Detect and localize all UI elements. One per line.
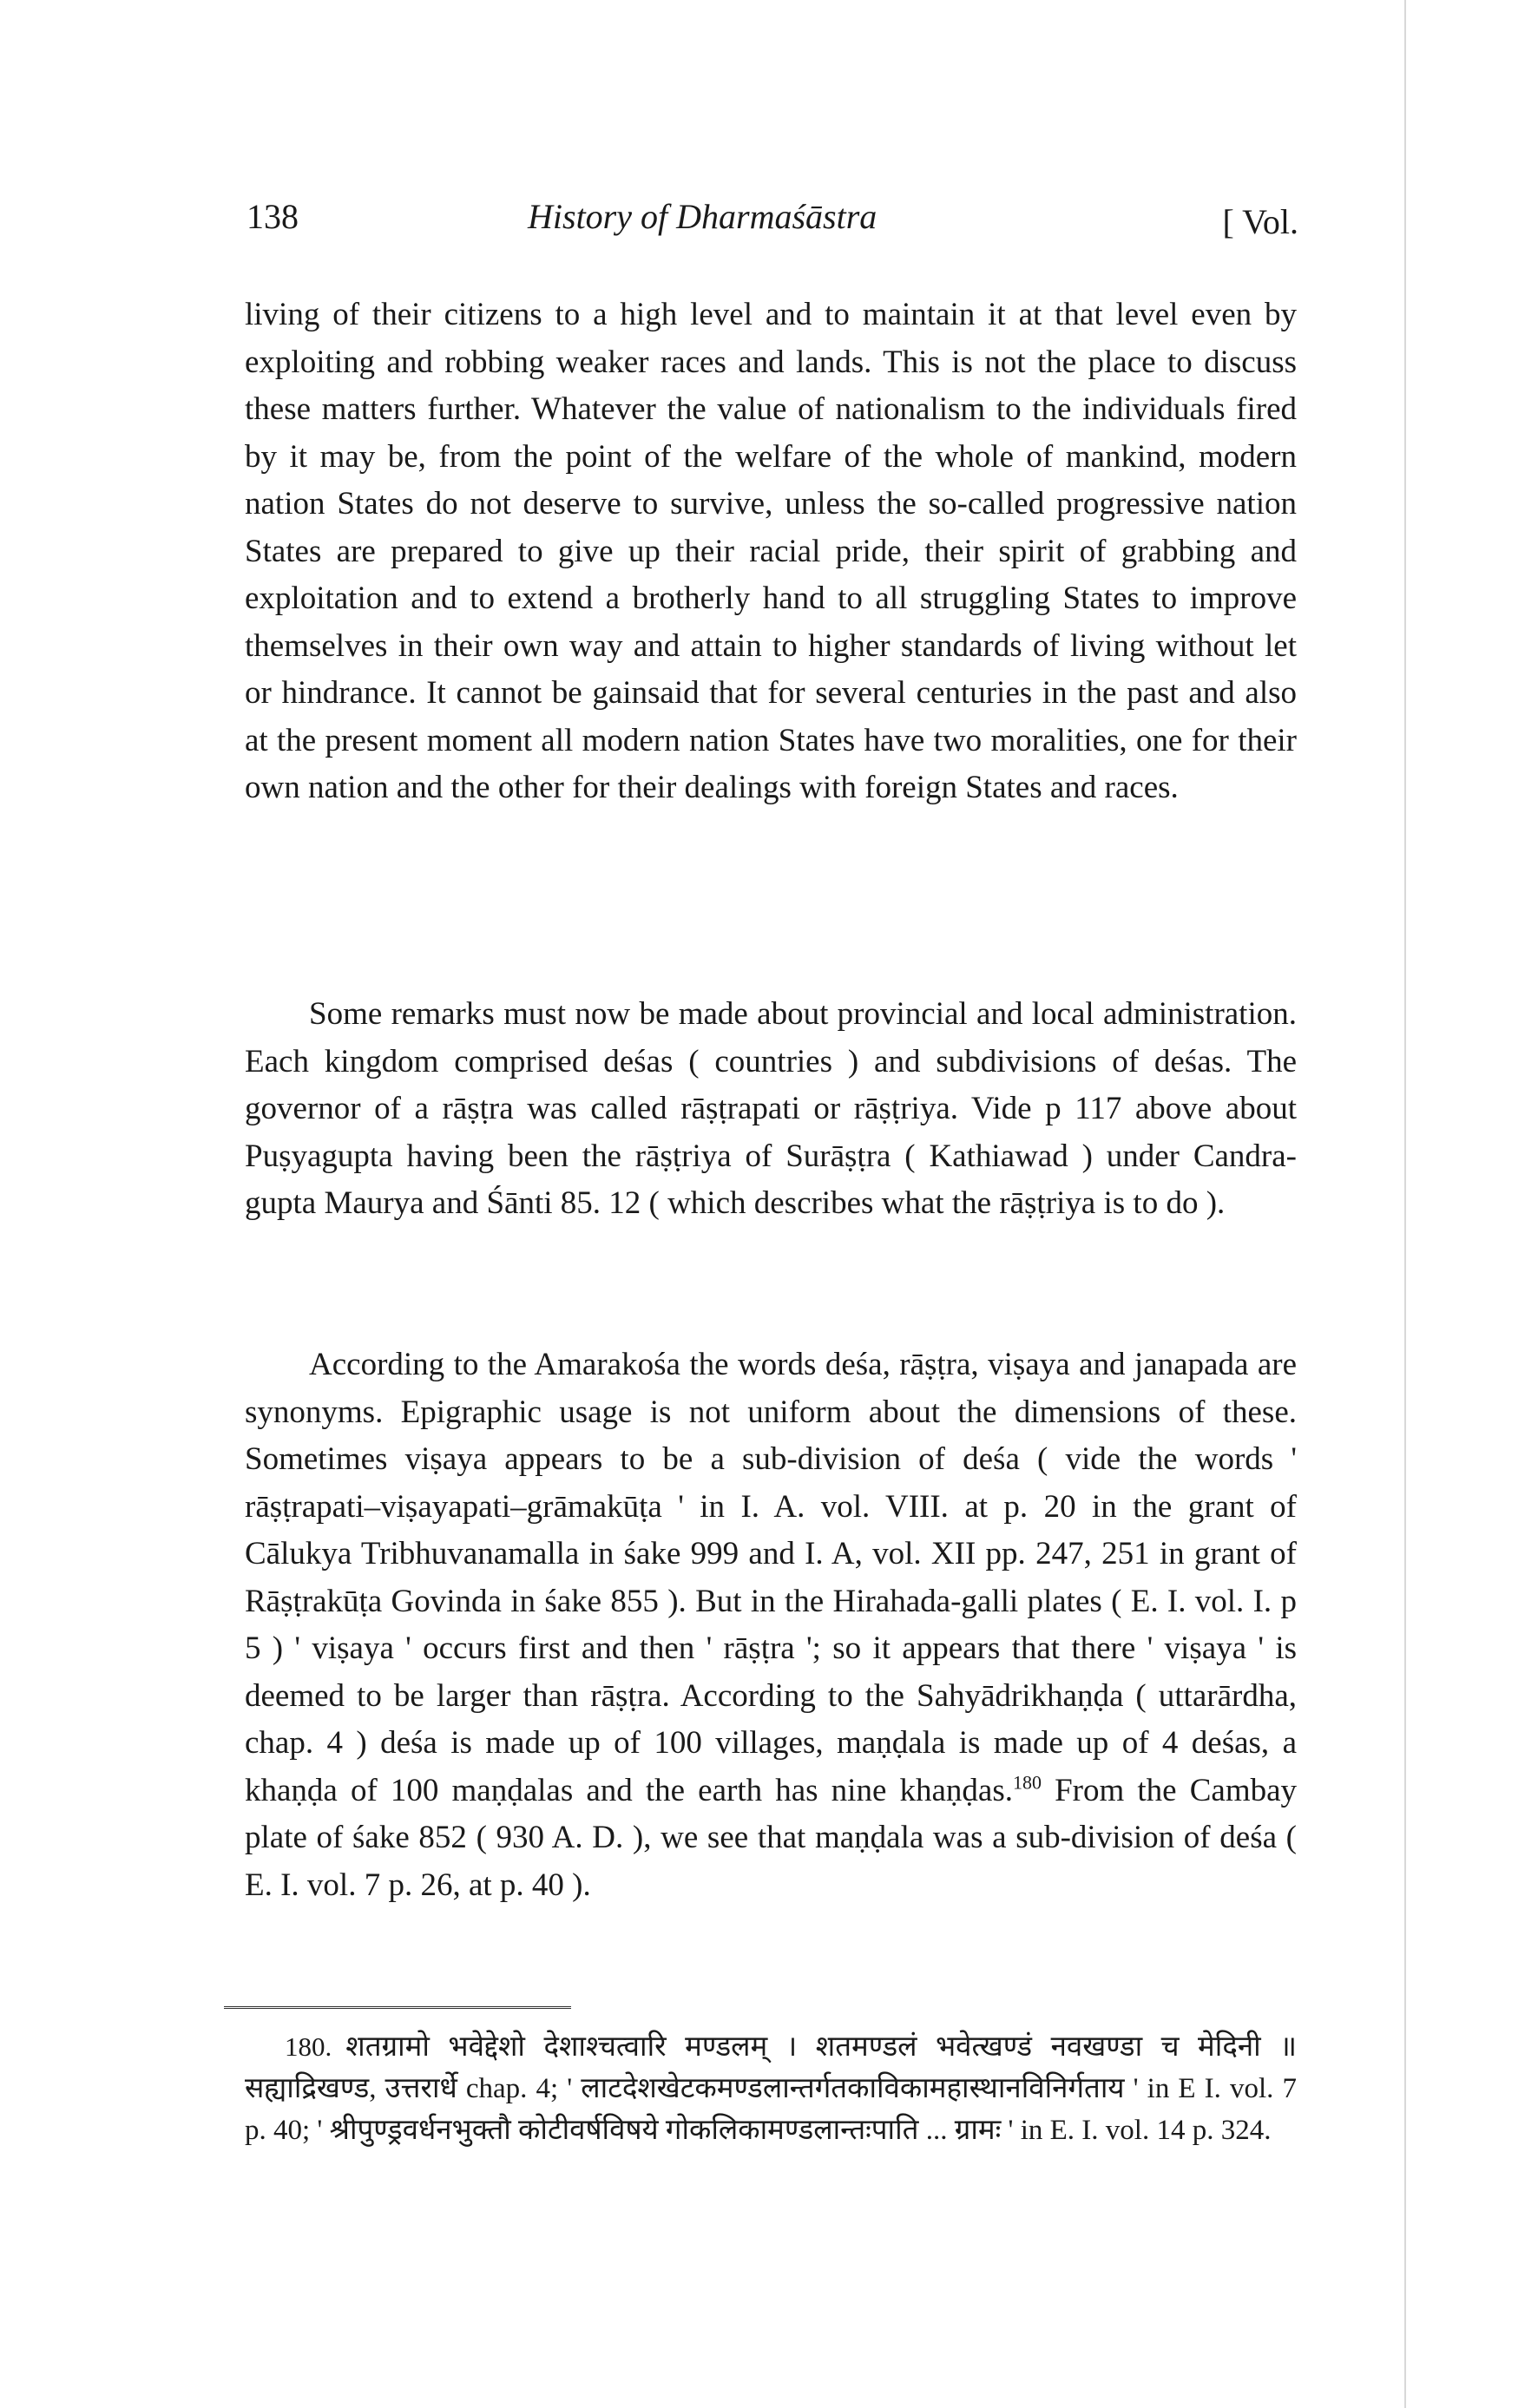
- footnote-number: 180.: [285, 2031, 332, 2062]
- paragraph-provincial-administration: Some remarks must now be made about provincial and local administration. Each kingdom comprised deśas ( countries ) and subdivisions of deśas. The governor of a rāṣṭra was called rāṣṭrapati or rāṣṭriya. Vide p 117 above about Puṣyagupta having been the rāṣṭriya of Surāṣṭra ( Kathiawad ) under Candra-gupta Maurya and Śānti 85. 12 ( which describes what the rāṣṭriya is to do ).: [245, 996, 1297, 1221]
- volume-label: [ Vol.: [1222, 202, 1298, 241]
- page-number: 138: [246, 197, 299, 236]
- footnote-text: शतग्रामो भवेद्देशो देशाश्चत्वारि मण्डलम् । शतमण्डलं भवेत्खण्डं नवखण्डा च मेदिनी ॥ सह्याद्रिखण्ड, उत्तरार्धे chap. 4; ' लाटदेशखेटकमण्डलान्तर्गतकाविकामहास्थानविनिर्गताय ' in E I. vol. 7 p. 40; ' श्रीपुण्ड्रवर्धनभुक्तौ कोटीवर्षविषये गोकलिकामण्डलान्तःपाति ... ग्रामः ' in E. I. vol. 14 p. 324.: [245, 2031, 1297, 2146]
- footnote: [245, 2026, 1297, 2151]
- paragraph-nationalism: living of their citizens to a high level and to maintain it at that level even by exploiting and robbing weaker races and lands. This is not the place to discuss these matters further. Whatever the value of nationalism to the individuals fired by it may be, from the point of the welfare of the whole of mankind, modern nation States do not deserve to survive, unless the so-called progressive nation States are prepared to give up their racial pride, their spirit of grabbing and exploitation and to extend a brotherly hand to all struggling States to improve themselves in their own way and attain to higher standards of living without let or hindrance. It cannot be gainsaid that for several centuries in the past and also at the present moment all modern nation States have two moralities, one for their own nation and the other for their dealings with foreign States and races.: [245, 297, 1297, 805]
- footnote-reference[interactable]: 180: [1012, 1771, 1042, 1794]
- footnote-separator: [224, 2006, 571, 2009]
- paragraph-cambay-text: From the Cambay plate of śake 852 ( 930 A. D. ), we see that maṇḍala was a sub-division of deśa ( E. I. vol. 7 p. 26, at p. 40 ).: [245, 1772, 1298, 1903]
- paragraph-amarakosa: [245, 1342, 1297, 1909]
- page-header: [246, 196, 1298, 248]
- page-edge-line: [1404, 0, 1406, 2408]
- paragraph-amarakosa-text: According to the Amarakośa the words deśa, rāṣṭra, viṣaya and janapada are synonyms. Epigraphic usage is not uniform about the dimensions of these. Sometimes viṣaya appears to be a sub-division of deśa ( vide the words ' rāṣṭrapati–viṣayapati–grāmakūṭa ' in I. A. vol. VIII. at p. 20 in the grant of Cālukya Tribhuvanamalla in śake 999 and I. A, vol. XII pp. 247, 251 in grant of Rāṣṭrakūṭa Govinda in śake 855 ). But in the Hirahada-galli plates ( E. I. vol. I. p 5 ) ' viṣaya ' occurs first and then ' rāṣṭra '; so it appears that there ' viṣaya ' is deemed to be larger than rāṣṭra. According to the Sahyādrikhaṇḍa ( uttarārdha, chap. 4 ) deśa is made up of 100 villages, maṇḍala is made up of 4 deśas, a khaṇḍa of 100 maṇḍalas and the earth has nine khaṇḍas.: [245, 1347, 1297, 1808]
- running-title: History of Dharmaśāstra: [528, 197, 877, 236]
